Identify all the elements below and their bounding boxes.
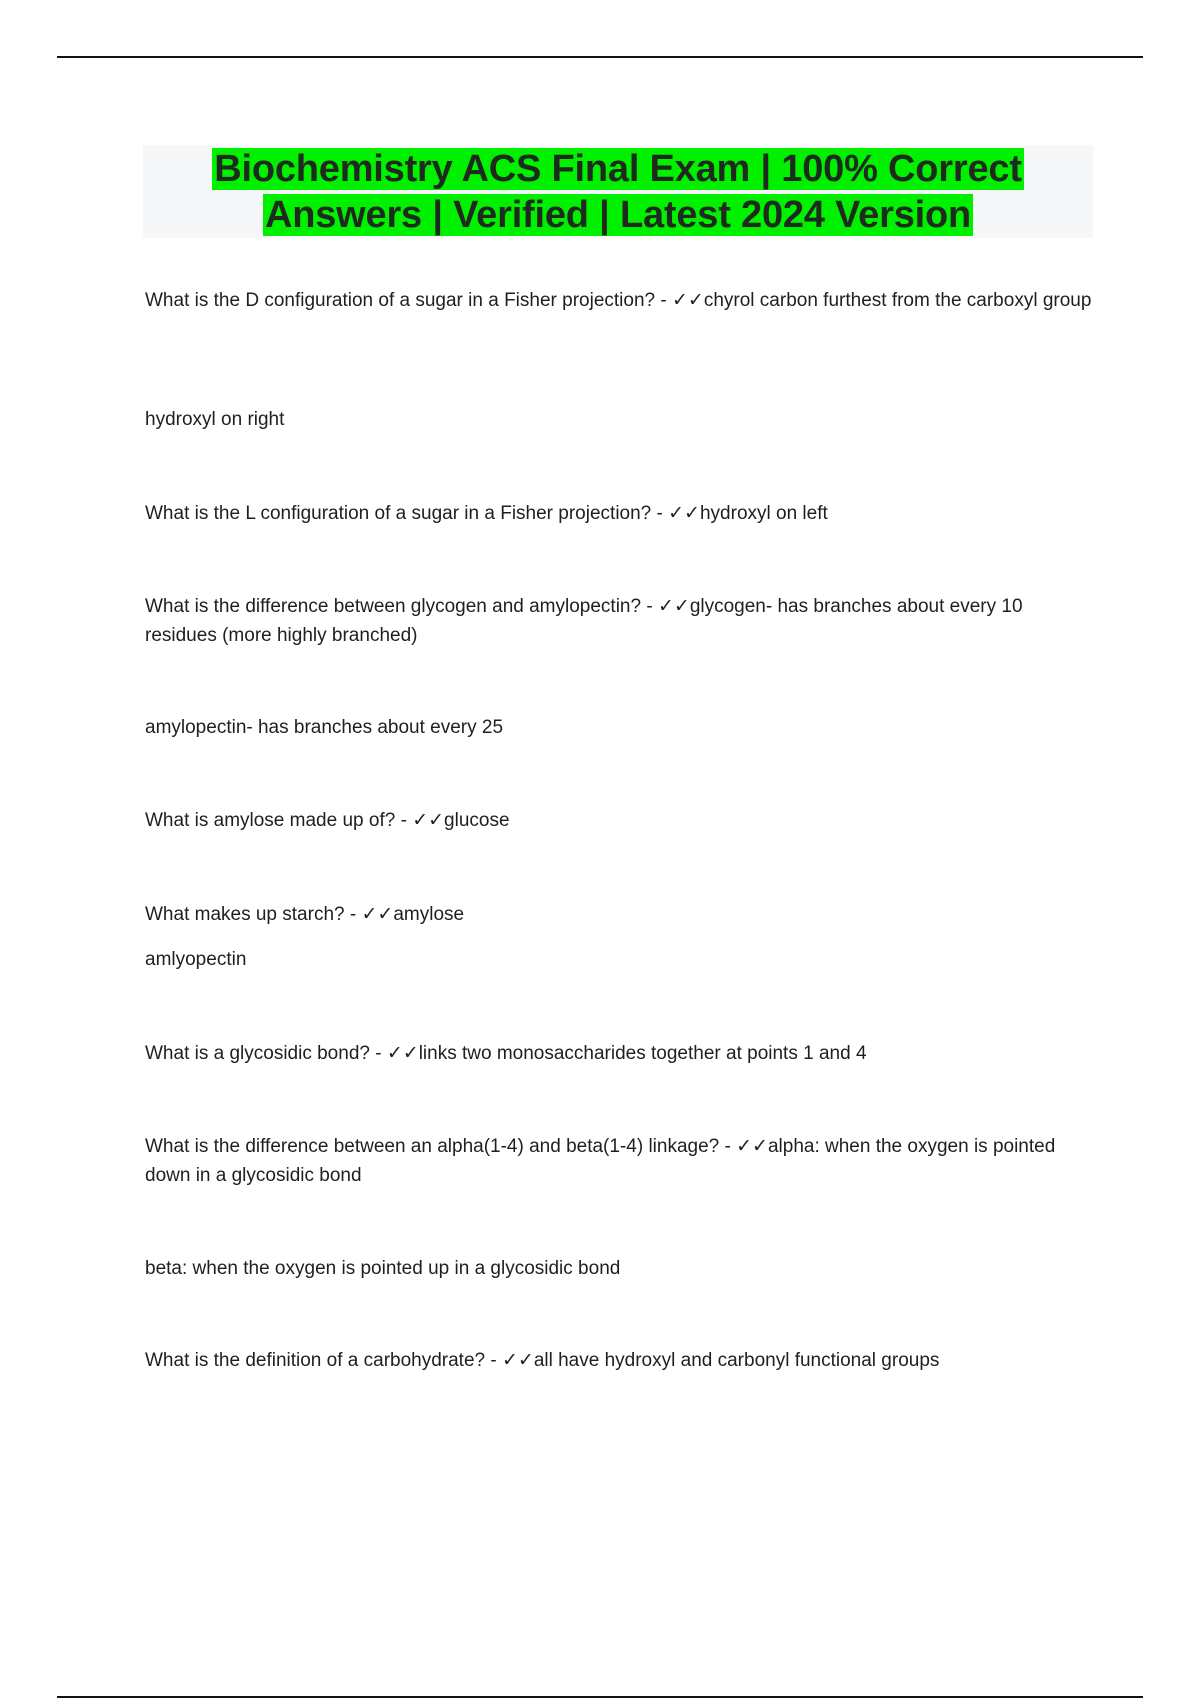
answer-text: chyrol carbon furthest from the carboxyl group [703, 290, 1092, 311]
answer-continuation: amlyopectin [145, 949, 247, 970]
check-mark-icon: ✓✓ [501, 1349, 534, 1371]
separator: - [651, 503, 669, 524]
separator: - [641, 596, 658, 617]
top-rule [57, 56, 1143, 58]
title-line-1: Biochemistry ACS Final Exam | 100% Correct [214, 147, 1022, 190]
separator: - [655, 290, 672, 311]
answer-text: glycogen- has branches about every 10 residues (more highly branched) [145, 596, 1023, 646]
question-text: What is the difference between glycogen and amylopectin? [145, 596, 642, 617]
check-mark-icon: ✓✓ [386, 1042, 419, 1064]
qa-item [145, 286, 1095, 315]
question-text: What is the difference between an alpha(1-4) and beta(1-4) linkage? [145, 1136, 720, 1157]
check-mark-icon: ✓✓ [736, 1135, 768, 1157]
answer-text: alpha: when the oxygen is pointed down in a glycosidic bond [145, 1136, 1056, 1186]
page-title [212, 146, 1024, 238]
separator: - [485, 1350, 502, 1371]
question-text: What is the D configuration of a sugar in a Fisher projection? [145, 290, 656, 311]
answer-text: all have hydroxyl and carbonyl functional groups [533, 1350, 940, 1371]
answer-continuation: hydroxyl on right [145, 409, 285, 430]
title-banner [143, 145, 1093, 238]
check-mark-icon: ✓✓ [412, 809, 445, 831]
title-line-2: Answers | Verified | Latest 2024 Version [264, 193, 972, 236]
answer-text: links two monosaccharides together at points 1 and 4 [418, 1043, 867, 1064]
question-text: What is the definition of a carbohydrate? [145, 1350, 486, 1371]
qa-item [145, 806, 1095, 835]
separator: - [395, 810, 413, 831]
question-text: What makes up starch? [145, 904, 345, 925]
question-text: What is the L configuration of a sugar in a Fisher projection? [145, 503, 652, 524]
answer-text: amylose [393, 904, 465, 925]
separator: - [719, 1136, 737, 1157]
question-text: What is amylose made up of? [145, 810, 396, 831]
question-text: What is a glycosidic bond? [145, 1043, 370, 1064]
qa-item [145, 900, 1095, 929]
answer-continuation: amylopectin- has branches about every 25 [145, 717, 504, 738]
bottom-rule [57, 1696, 1143, 1698]
separator: - [369, 1043, 387, 1064]
answer-text: hydroxyl on left [699, 503, 828, 524]
answer-text: glucose [444, 810, 510, 831]
qa-item [145, 592, 1095, 650]
check-mark-icon: ✓✓ [657, 595, 690, 617]
separator: - [344, 904, 362, 925]
qa-item [145, 1039, 1095, 1068]
check-mark-icon: ✓✓ [672, 289, 704, 311]
qa-item [145, 1132, 1095, 1190]
qa-item [145, 1346, 1095, 1375]
check-mark-icon: ✓✓ [668, 502, 700, 524]
answer-continuation: beta: when the oxygen is pointed up in a glycosidic bond [145, 1258, 621, 1279]
qa-item [145, 499, 1095, 528]
check-mark-icon: ✓✓ [361, 903, 394, 925]
